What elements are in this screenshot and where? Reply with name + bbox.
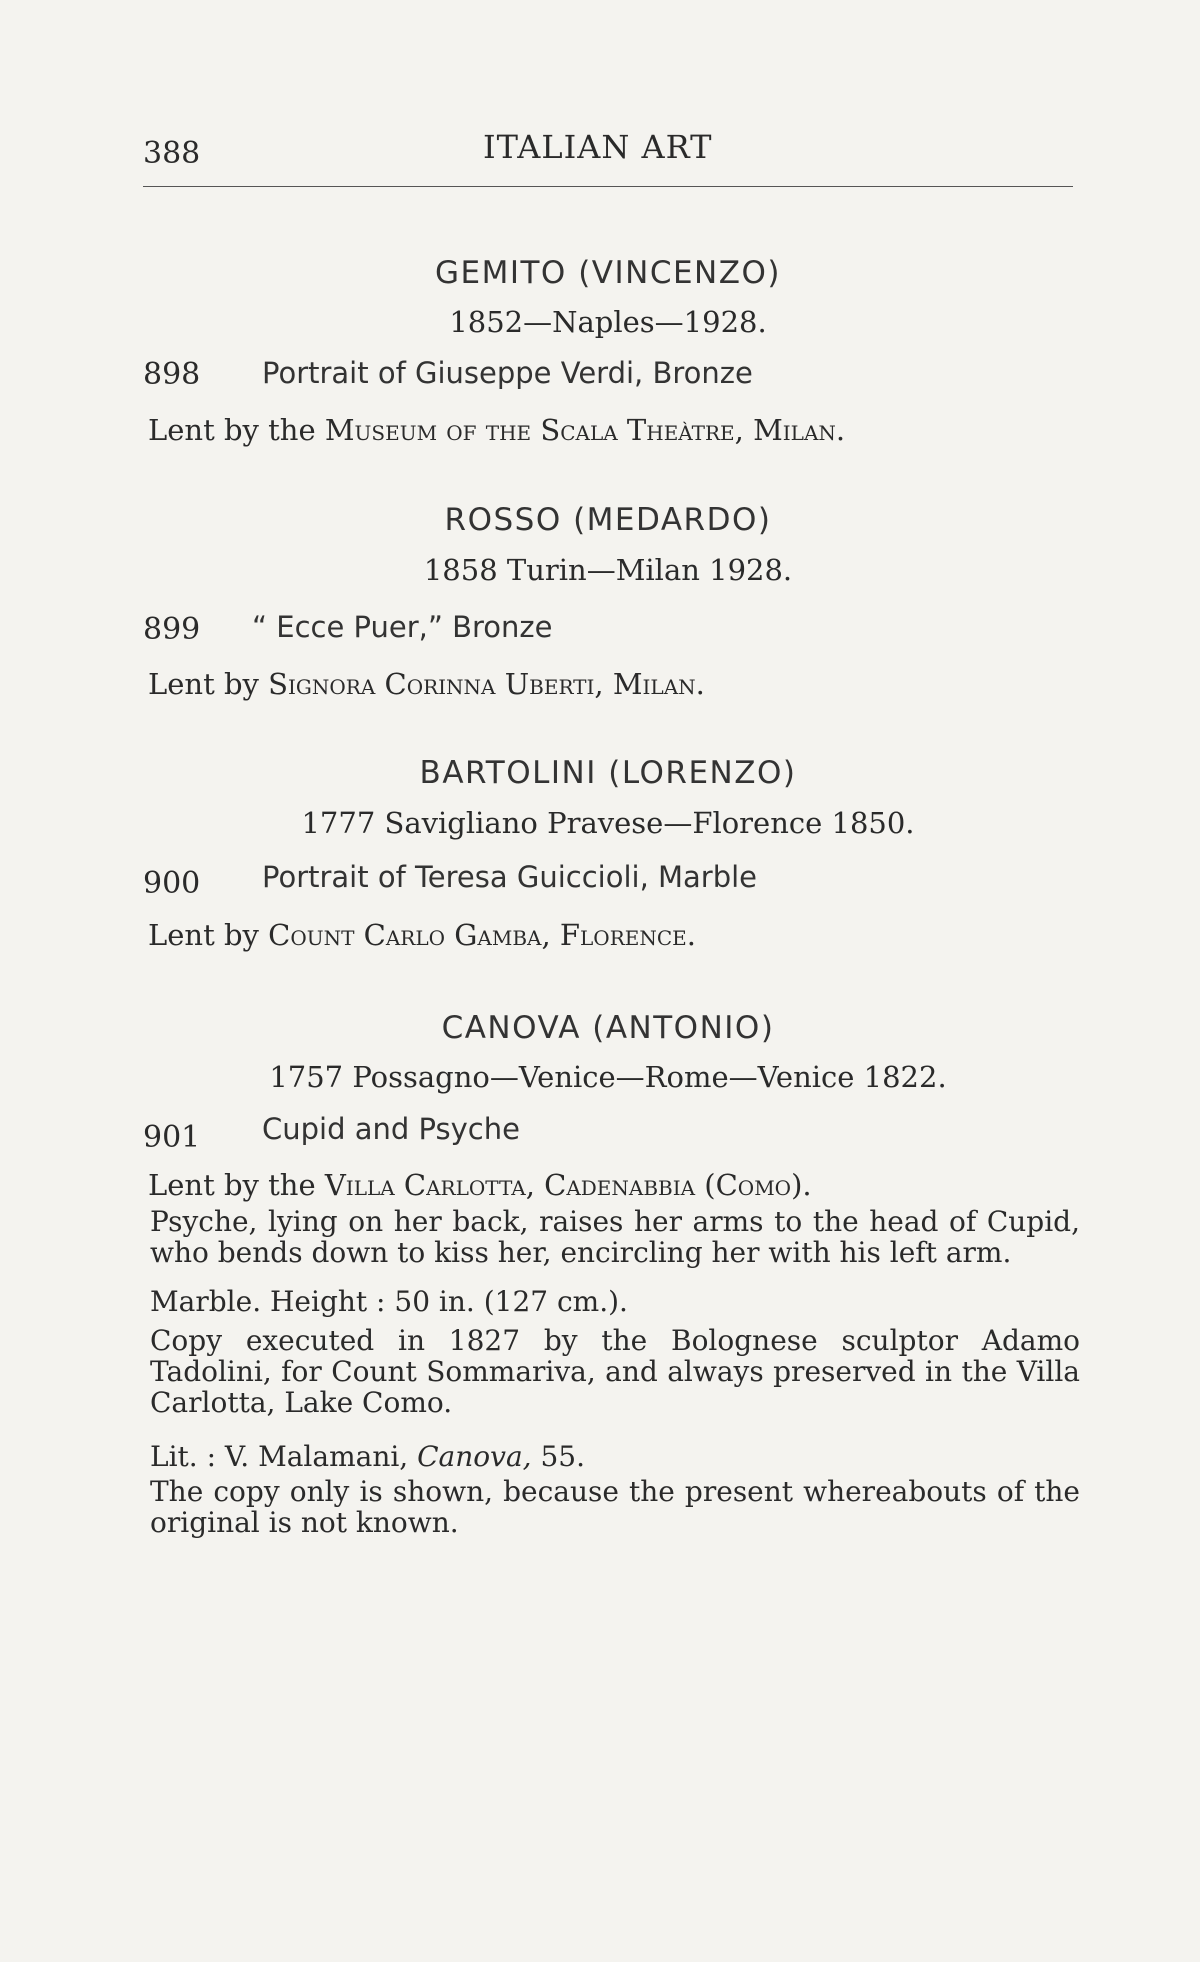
lender-prefix: Lent by bbox=[148, 918, 259, 952]
artist-dates: 1777 Savigliano Pravese—Florence 1850. bbox=[301, 806, 915, 840]
lender-prefix: Lent by the bbox=[148, 1168, 316, 1202]
work-title: “ Ecce Puer,” Bronze bbox=[252, 610, 553, 644]
artist-heading: BARTOLINI (LORENZO) bbox=[419, 755, 797, 791]
literature-title: Canova, bbox=[417, 1440, 532, 1473]
lender-line bbox=[148, 667, 705, 701]
catalogue-number: 899 bbox=[143, 612, 201, 647]
lender-prefix: Lent by the bbox=[148, 413, 316, 447]
lender-name: Museum of the Scala Theàtre, Milan. bbox=[324, 413, 846, 447]
final-note: The copy only is shown, because the present whereabouts of the original is not known. bbox=[150, 1475, 1080, 1539]
literature-prefix: Lit. : V. Malamani, bbox=[150, 1440, 409, 1473]
lender-line bbox=[148, 918, 696, 952]
artist-heading: ROSSO (MEDARDO) bbox=[444, 502, 772, 538]
catalogue-number: 900 bbox=[143, 866, 201, 901]
literature-page: 55. bbox=[540, 1440, 585, 1473]
catalogue-number: 898 bbox=[143, 357, 201, 392]
running-head bbox=[143, 128, 1073, 176]
artist-dates: 1852—Naples—1928. bbox=[449, 305, 767, 339]
lender-name: Villa Carlotta, Cadenabbia (Como). bbox=[324, 1168, 812, 1202]
lender-prefix: Lent by bbox=[148, 667, 259, 701]
description-paragraph: Psyche, lying on her back, raises her arms to the head of Cupid, who bends down to kiss her, encircling her with his left arm. bbox=[150, 1205, 1080, 1269]
material-dimensions: Marble. Height : 50 in. (127 cm.). bbox=[150, 1285, 628, 1318]
running-title: ITALIAN ART bbox=[483, 128, 713, 166]
lender-name: Signora Corinna Uberti, Milan. bbox=[268, 667, 705, 701]
artist-heading: GEMITO (VINCENZO) bbox=[435, 255, 781, 291]
header-rule bbox=[143, 186, 1073, 187]
work-title: Cupid and Psyche bbox=[262, 1112, 520, 1146]
copy-note: Copy executed in 1827 by the Bolognese sculptor Adamo Tadolini, for Count Sommariva, and always preserved in the Villa Carlotta, Lake Como. bbox=[150, 1324, 1080, 1419]
literature-reference bbox=[150, 1441, 1080, 1472]
artist-dates: 1757 Possagno—Venice—Rome—Venice 1822. bbox=[269, 1060, 947, 1094]
page-number: 388 bbox=[143, 136, 201, 171]
artist-dates: 1858 Turin—Milan 1928. bbox=[423, 553, 793, 587]
work-title: Portrait of Giuseppe Verdi, Bronze bbox=[262, 356, 753, 390]
catalogue-number: 901 bbox=[143, 1120, 201, 1155]
work-title: Portrait of Teresa Guiccioli, Marble bbox=[262, 860, 758, 894]
lender-name: Count Carlo Gamba, Florence. bbox=[268, 918, 696, 952]
artist-heading: CANOVA (ANTONIO) bbox=[441, 1010, 775, 1046]
lender-line bbox=[148, 413, 845, 447]
lender-line bbox=[148, 1168, 812, 1202]
